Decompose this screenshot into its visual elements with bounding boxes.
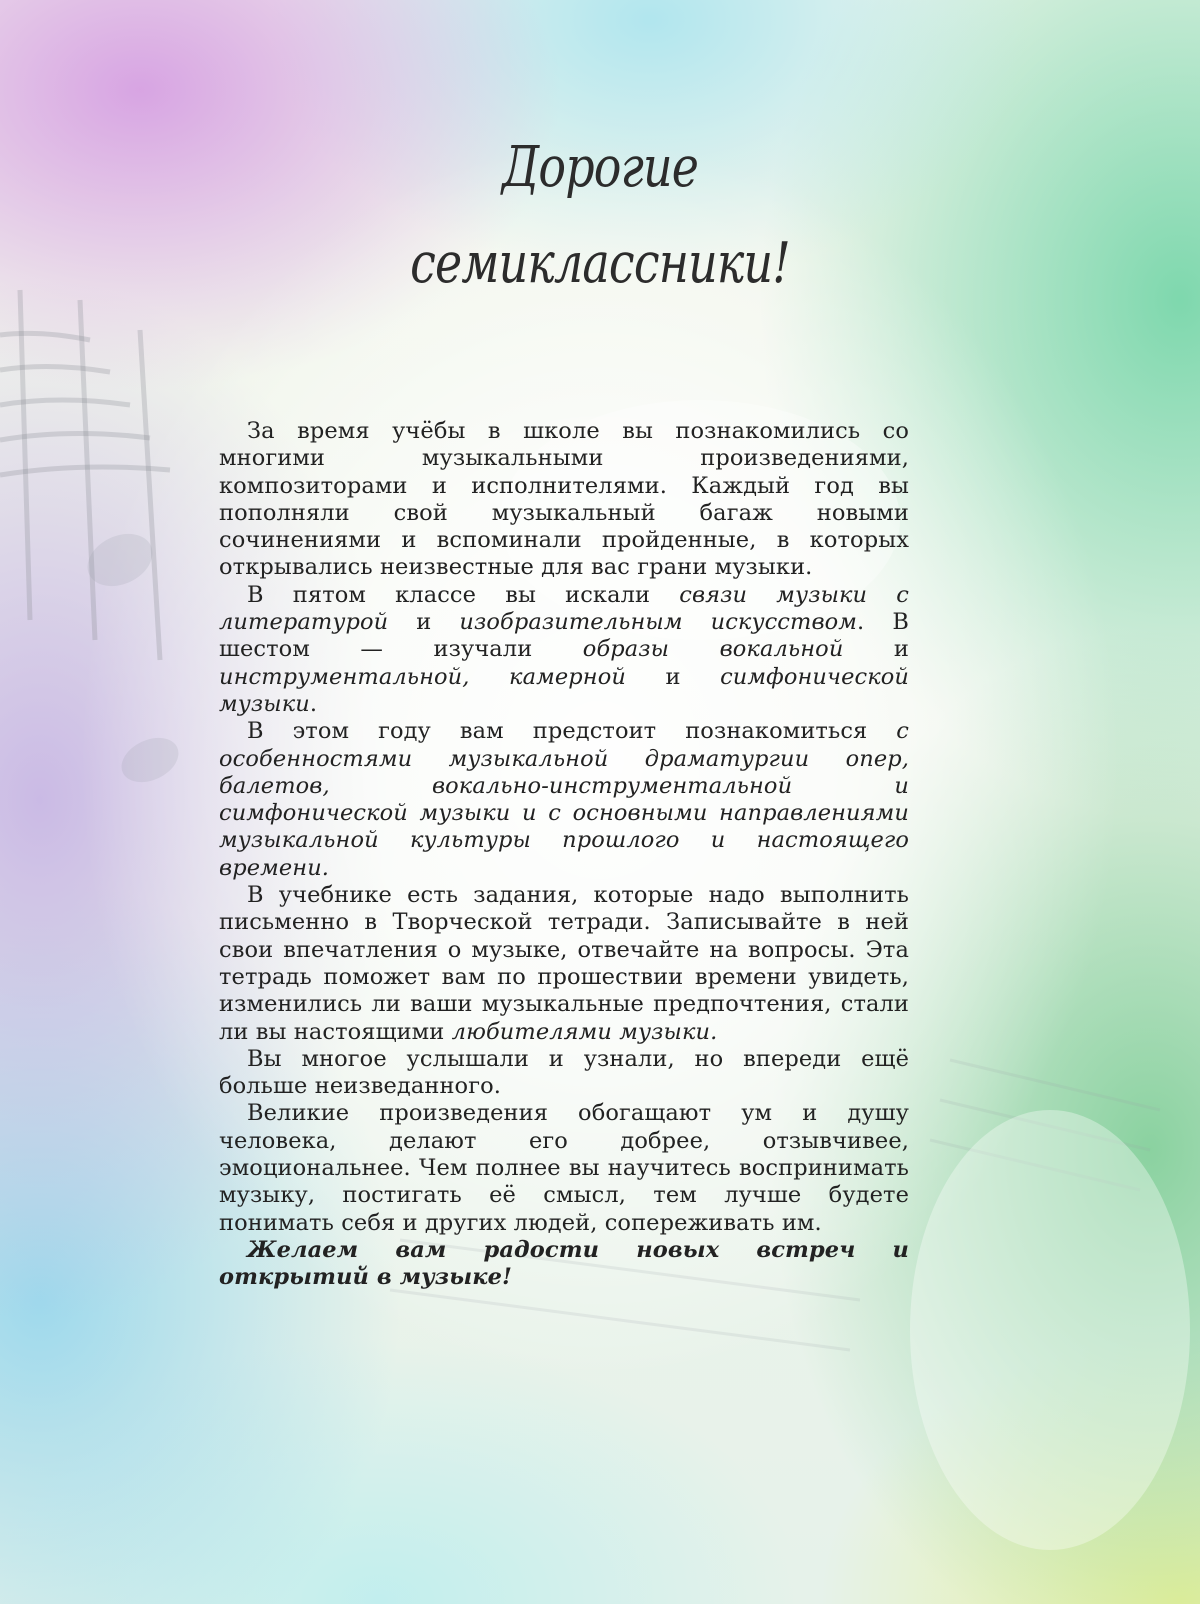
emphasis-text: любителями музыки. xyxy=(451,1018,718,1045)
paragraph-great-works xyxy=(219,1100,909,1236)
paragraph-text: Вы многое услышали и узнали, но впереди ещё больше неизведанного. xyxy=(219,1045,909,1100)
letter-body xyxy=(219,418,909,1292)
paragraph-text: Великие произведения обогащают ум и душу человека, делают его добрее, отзывчивее, эмоциональнее. Чем полнее вы научитесь воспринимать музыку, постигать её смысл, тем лучше будете понимать себя и других людей, сопереживать им. xyxy=(219,1100,909,1236)
paragraph-text: и xyxy=(388,609,460,636)
title-line-2: семиклассники! xyxy=(410,231,790,296)
emphasis-text: инструментальной, камерной xyxy=(219,663,626,690)
paragraph-text: и xyxy=(843,636,909,663)
paragraph-text: В учебнике есть задания, которые надо выполнить письменно в Творческой тетради. Записывайте в ней свои впечатления о музыке, отвечайте на вопросы. Эта тетрадь поможет вам по прошествии времени увидеть, изменились ли ваши музыкальные предпочтения, стали ли вы настоящими xyxy=(219,882,909,1045)
page-title xyxy=(354,120,846,312)
emphasis-text: с особенностями музыкальной драматургии опер, балетов, вокально-инструментальной и симфонической музыки и с основными направлениями музыкальной культуры прошлого и настоящего времени. xyxy=(219,718,909,881)
paragraph-text: За время учёбы в школе вы познакомились со многими музыкальными произведениями, композиторами и исполнителями. Каждый год вы пополняли свой музыкальный багаж новыми сочинениями и вспоминали пройденные, в которых открывались неизвестные для вас грани музыки. xyxy=(219,418,909,581)
paragraph-text: и xyxy=(625,663,721,690)
title-line-1: Дорогие xyxy=(501,135,699,200)
paragraph-text: В пятом классе вы искали xyxy=(247,581,680,608)
paragraph-workbook xyxy=(219,882,909,1046)
paragraph-text: . В шестом — изучали xyxy=(219,609,909,663)
emphasis-text: образы вокальной xyxy=(582,636,844,663)
emphasis-text: связи музыки с литературой xyxy=(219,581,909,636)
paragraph-ahead xyxy=(219,1046,909,1101)
paragraph-wish xyxy=(219,1237,909,1292)
paragraph-text: В этом году вам предстоит познакомиться xyxy=(247,718,897,745)
paragraph-this-year xyxy=(219,718,909,882)
paragraph-text: . xyxy=(309,690,318,717)
emphasis-text: изобразительным искусством xyxy=(459,609,858,636)
emphasis-text: симфонической музыки xyxy=(219,663,909,717)
paragraph-intro xyxy=(219,418,909,582)
wish-text: Желаем вам радости новых встреч и открытий в музыке! xyxy=(219,1236,909,1291)
paragraph-previous-years xyxy=(219,582,909,718)
